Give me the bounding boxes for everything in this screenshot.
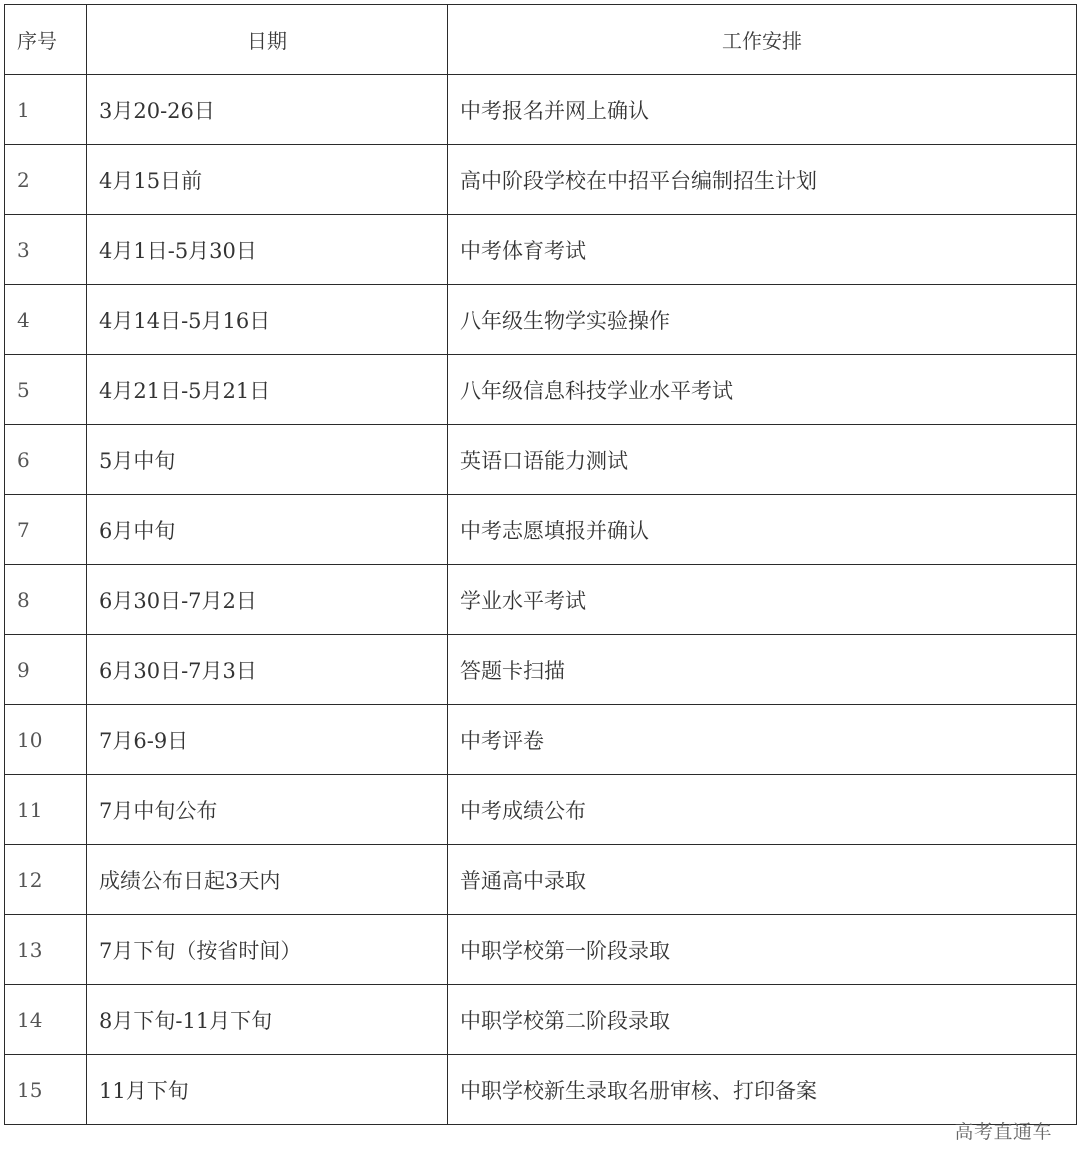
table-row — [5, 635, 1077, 705]
cell-date: 成绩公布日起3天内 — [87, 845, 448, 915]
column-header-task: 工作安排 — [448, 5, 1077, 75]
cell-no: 3 — [5, 215, 87, 285]
cell-date: 7月下旬（按省时间） — [87, 915, 448, 985]
table-row — [5, 495, 1077, 565]
table-row — [5, 915, 1077, 985]
cell-date: 4月15日前 — [87, 145, 448, 215]
cell-no: 5 — [5, 355, 87, 425]
cell-task: 中考体育考试 — [448, 215, 1077, 285]
cell-date: 6月30日-7月2日 — [87, 565, 448, 635]
cell-no: 6 — [5, 425, 87, 495]
cell-date: 6月30日-7月3日 — [87, 635, 448, 705]
cell-task: 中考成绩公布 — [448, 775, 1077, 845]
cell-no: 10 — [5, 705, 87, 775]
cell-task: 中考评卷 — [448, 705, 1077, 775]
cell-no: 8 — [5, 565, 87, 635]
cell-date: 6月中旬 — [87, 495, 448, 565]
cell-date: 7月6-9日 — [87, 705, 448, 775]
cell-task: 八年级信息科技学业水平考试 — [448, 355, 1077, 425]
cell-task: 答题卡扫描 — [448, 635, 1077, 705]
cell-date: 4月21日-5月21日 — [87, 355, 448, 425]
table-header-row — [5, 5, 1077, 75]
cell-date: 5月中旬 — [87, 425, 448, 495]
cell-task: 中考志愿填报并确认 — [448, 495, 1077, 565]
table-row — [5, 285, 1077, 355]
watermark-label: 高考直通车 — [954, 1121, 1052, 1143]
cell-no: 13 — [5, 915, 87, 985]
table-row — [5, 425, 1077, 495]
cell-no: 2 — [5, 145, 87, 215]
cell-no: 7 — [5, 495, 87, 565]
column-header-no: 序号 — [5, 5, 87, 75]
cell-task: 中考报名并网上确认 — [448, 75, 1077, 145]
table-row — [5, 215, 1077, 285]
cell-no: 4 — [5, 285, 87, 355]
cell-task: 普通高中录取 — [448, 845, 1077, 915]
column-header-date: 日期 — [87, 5, 448, 75]
table-row — [5, 75, 1077, 145]
cell-date: 11月下旬 — [87, 1055, 448, 1125]
table-row — [5, 1055, 1077, 1125]
cell-date: 8月下旬-11月下旬 — [87, 985, 448, 1055]
cell-no: 14 — [5, 985, 87, 1055]
cell-no: 15 — [5, 1055, 87, 1125]
cell-task: 八年级生物学实验操作 — [448, 285, 1077, 355]
cell-task: 英语口语能力测试 — [448, 425, 1077, 495]
table-row — [5, 355, 1077, 425]
table-row — [5, 845, 1077, 915]
cell-date: 7月中旬公布 — [87, 775, 448, 845]
table-row — [5, 565, 1077, 635]
cell-no: 9 — [5, 635, 87, 705]
cell-task: 中职学校新生录取名册审核、打印备案 — [448, 1055, 1077, 1125]
table-row — [5, 985, 1077, 1055]
table-row — [5, 145, 1077, 215]
cell-date: 4月1日-5月30日 — [87, 215, 448, 285]
table-row — [5, 775, 1077, 845]
cell-task: 中职学校第二阶段录取 — [448, 985, 1077, 1055]
cell-task: 学业水平考试 — [448, 565, 1077, 635]
table-row — [5, 705, 1077, 775]
cell-task: 高中阶段学校在中招平台编制招生计划 — [448, 145, 1077, 215]
cell-no: 12 — [5, 845, 87, 915]
cell-task: 中职学校第一阶段录取 — [448, 915, 1077, 985]
cell-date: 4月14日-5月16日 — [87, 285, 448, 355]
schedule-table — [4, 4, 1077, 1125]
cell-no: 1 — [5, 75, 87, 145]
cell-no: 11 — [5, 775, 87, 845]
cell-date: 3月20-26日 — [87, 75, 448, 145]
